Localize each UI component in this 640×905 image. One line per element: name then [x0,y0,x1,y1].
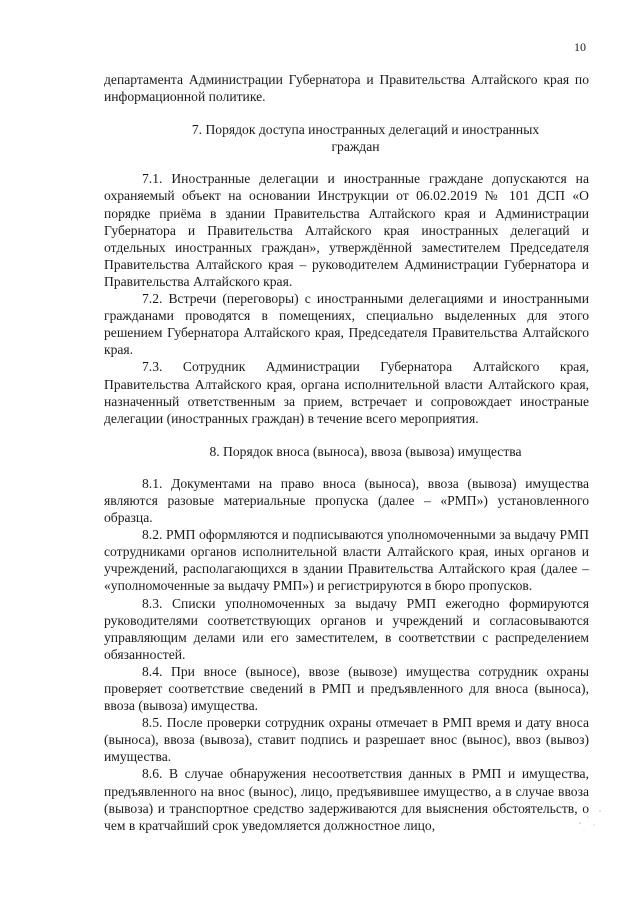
page-number: 10 [574,40,586,54]
paragraph-8-1: 8.1. Документами на право вноса (выноса), ввоза (вывоза) имущества являются разовые материальные пропуска (далее – «РМП») установленного образца. [104,475,589,526]
intro-paragraph: департамента Администрации Губернатора и Правительства Алтайского края по информационной политике. [104,72,589,105]
paragraph-7-1: 7.1. Иностранные делегации и иностранные граждане допускаются на охраняемый объект на основании Инструкции от 06.02.2019 № 101 ДСП «О порядке приёма в здании Правительства Алтайского края и Администрации Губернатора и Правительства Алтайского края иностранных делегаций и отдельных иностранных граждан», утверждённой заместителем Председателя Правительства Алтайского края – руководителем Администрации Губернатора и Правительства Алтайского края. [104,171,589,289]
paragraph-8-4: 8.4. При вносе (выносе), ввозе (вывозе) имущества сотрудник охраны проверяет соответствие сведений в РМП и предъявленного для вноса (выноса), ввоза (вывоза) имущества. [104,663,589,714]
scan-specks [576,803,606,833]
section-7-title-line1: 7. Порядок доступа иностранных делегаций и иностранных [191,122,540,138]
paragraph-8-5: 8.5. После проверки сотрудник охраны отмечает в РМП время и дату вноса (выноса), ввоза (вывоза), ставит подпись и разрешает внос (вынос), ввоз (вывоз) имущества. [104,715,589,765]
paragraph-8-6: 8.6. В случае обнаружения несоответствия данных в РМП и имущества, предъявленного на внос (вынос), лицо, предъявившее имущество, а в случае ввоза (вывоза) и транспортное средство задерживаются для выяснения обстоятельств, о чем в кратчайший срок уведомляется должностное лицо, [104,766,589,833]
section-7-title-line2: граждан [331,139,380,155]
paragraph-7-2: 7.2. Встречи (переговоры) с иностранными делегациями и иностранными гражданами проводятся в помещениях, специально выделенных для этого решением Губернатора Алтайского края, Председателя Правительства Алтайского края. [104,291,589,358]
document-body [104,71,589,834]
paragraph-7-3: 7.3. Сотрудник Администрации Губернатора Алтайского края, Правительства Алтайского края, органа исполнительной власти Алтайского края, назначенный ответственным за прием, встречает и сопровождает иностраные делегации (иностранных граждан) в течение всего мероприятия. [104,359,589,426]
section-7-heading [104,121,589,155]
section-8-title: 8. Порядок вноса (выноса), ввоза (вывоза) имущества [209,443,522,459]
section-8-heading [104,443,589,460]
paragraph-8-2: 8.2. РМП оформляются и подписываются уполномоченными за выдачу РМП сотрудниками органов исполнительной власти Алтайского края, иных органов и учреждений, располагающихся в здании Правительства Алтайского края (далее – «уполномоченные за выдачу РМП») и регистрируются в бюро пропусков. [104,527,589,594]
paragraph-8-3: 8.3. Списки уполномоченных за выдачу РМП ежегодно формируются руководителями соответствующих органов и учреждений и согласовываются управляющим делами или его заместителем, в соответствии с распределением обязанностей. [104,595,589,662]
